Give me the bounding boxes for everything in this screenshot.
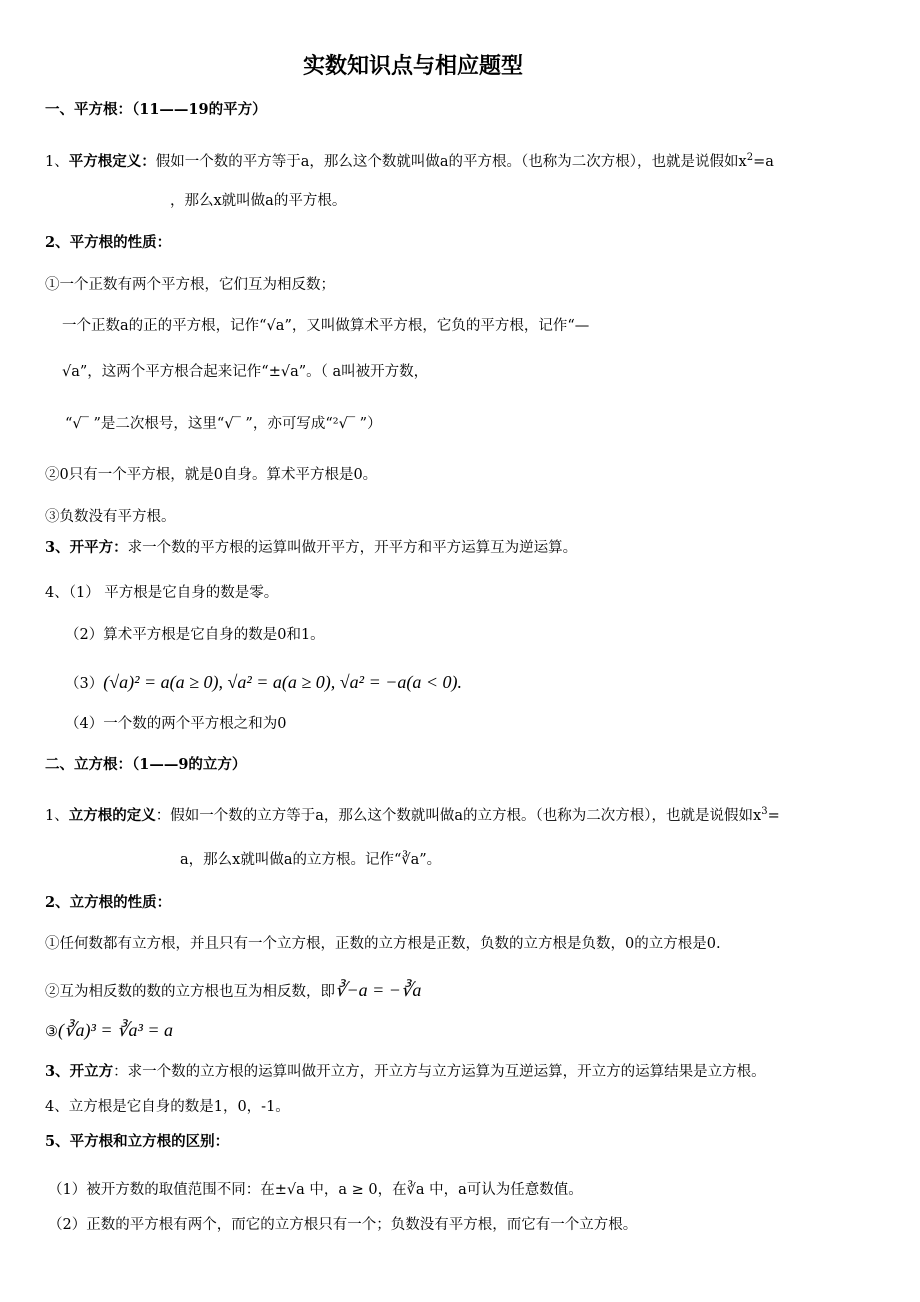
page-title: 实数知识点与相应题型 xyxy=(302,53,523,79)
properties-heading: 2、立方根的性质： xyxy=(45,894,172,911)
properties-heading: 2、平方根的性质： xyxy=(45,234,172,251)
fact-label: （3） xyxy=(65,676,104,692)
property-text: ②互为相反数的数的立方根也互为相反数，即 xyxy=(45,984,335,1000)
square-root-definition xyxy=(45,148,774,172)
operation-label: 开平方： xyxy=(69,539,128,556)
exponent: 2 xyxy=(746,152,754,163)
fact-3 xyxy=(65,672,462,694)
square-root-operation xyxy=(45,538,577,558)
property-2 xyxy=(45,980,421,1002)
definition-text: 假如一个数的平方等于a，那么这个数就叫做a的平方根。（也称为二次方根），也就是说假如x xyxy=(155,153,747,170)
cube-root-definition xyxy=(45,802,780,826)
formula: ∛−a = −∛a xyxy=(335,980,422,1000)
section-heading-square-root: 一、平方根：（11——19的平方） xyxy=(45,101,267,118)
cube-root-operation xyxy=(45,1062,766,1082)
item-number: 1、 xyxy=(45,807,69,824)
property-1-detail-c: “√‾ ”是二次根号，这里“√‾ ”，亦可写成“²√‾ ”） xyxy=(65,416,382,432)
fact-2: （2）算术平方根是它自身的数是0和1。 xyxy=(65,627,325,643)
definition-tail: = xyxy=(767,807,780,824)
fact-4: 4、立方根是它自身的数是1，0，-1。 xyxy=(45,1099,290,1115)
fact-4: （4）一个数的两个平方根之和为0 xyxy=(65,716,287,732)
fact-1: 4、（1） 平方根是它自身的数是零。 xyxy=(45,585,279,601)
exponent: 3 xyxy=(761,806,768,817)
operation-text: 求一个数的平方根的运算叫做开平方，开平方和平方运算互为逆运算。 xyxy=(127,540,578,556)
item-number: 1、 xyxy=(45,153,69,170)
item-number: 3、 xyxy=(45,1063,70,1080)
property-1-detail-b: √a”，这两个平方根合起来记作“±√a”。（ a叫被开方数， xyxy=(62,364,429,380)
property-1: ①一个正数有两个平方根，它们互为相反数； xyxy=(45,277,335,293)
property-1: ①任何数都有立方根，并且只有一个立方根，正数的立方根是正数，负数的立方根是负数，0的立方根是0. xyxy=(45,936,721,952)
operation-text: ：求一个数的立方根的运算叫做开立方，开立方与立方运算为互逆运算，开立方的运算结果是立方根。 xyxy=(113,1064,766,1080)
definition-continued: ，那么x就叫做a的平方根。 xyxy=(170,193,347,209)
property-1-detail-a: 一个正数a的正的平方根，记作“√a”，又叫做算术平方根，它负的平方根，记作“— xyxy=(62,318,590,334)
property-2: ②0只有一个平方根，就是0自身。算术平方根是0。 xyxy=(45,467,378,483)
formula: (∛a)³ = ∛a³ = a xyxy=(58,1020,174,1040)
section-heading-cube-root: 二、立方根：（1——9的立方） xyxy=(45,756,247,773)
property-marker: ③ xyxy=(45,1024,58,1040)
property-3: ③负数没有平方根。 xyxy=(45,509,176,525)
item-number: 3、 xyxy=(45,539,70,556)
operation-label: 开立方 xyxy=(69,1063,114,1080)
difference-heading: 5、平方根和立方根的区别： xyxy=(45,1133,230,1150)
difference-2: （2）正数的平方根有两个，而它的立方根只有一个；负数没有平方根，而它有一个立方根。 xyxy=(48,1217,638,1233)
definition-text: ：假如一个数的立方等于a，那么这个数就叫做a的立方根。（也称为二次方根），也就是说假如x xyxy=(155,807,762,824)
difference-1: （1）被开方数的取值范围不同：在±√a 中，a ≥ 0，在∛a 中，a可认为任意数值。 xyxy=(48,1182,583,1198)
definition-label: 立方根的定义 xyxy=(68,806,156,824)
definition-label: 平方根定义： xyxy=(68,152,156,170)
formula: (√a)² = a(a ≥ 0), √a² = a(a ≥ 0), √a² = −a(a < 0). xyxy=(103,672,463,692)
definition-tail: =a xyxy=(753,153,774,170)
property-3 xyxy=(45,1020,173,1042)
definition-continued: a，那么x就叫做a的立方根。记作“∛a”。 xyxy=(180,852,442,868)
